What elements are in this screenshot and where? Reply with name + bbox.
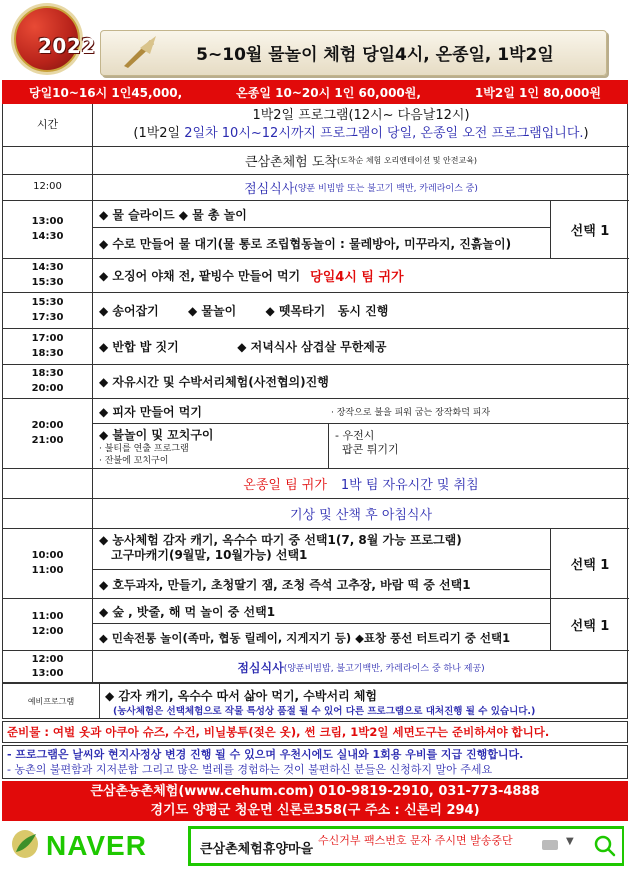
table-row: 18:30 20:00 ◆ 자유시간 및 수박서리체험(사전협의)진행 [3, 364, 629, 398]
activity-free-time: ◆ 자유시간 및 수박서리체험(사전협의)진행 [99, 375, 329, 389]
lunch-text: 점심식사 [244, 182, 295, 197]
choice-badge: 선택 1 [550, 529, 629, 598]
activity-pizza: ◆ 피자 만들어 먹기 [99, 404, 202, 419]
keyboard-icon[interactable] [542, 840, 558, 850]
table-row: 20:00 21:00 ◆ 피자 만들어 먹기 · 장작으로 불을 피워 굽는 장작화덕 피자 ◆ 불놀이 및 꼬치구이 · 불티를 연출 프로그램 · 잔불에 꼬치구이 - 우전시 팝콘 튀기기 [3, 398, 629, 468]
activity-cooking: ◆ 호두과자, 만들기, 초청딸기 잼, 조청 즉석 고추장, 바람 떡 중 선택1 [93, 569, 551, 599]
prep-note: 준비물 : 여벌 옷과 아쿠아 슈즈, 수건, 비닐봉투(젖은 옷), 썬 크림, 1박2일 세면도구는 준비하셔야 합니다. [2, 721, 628, 743]
table-row: 11:00 12:00 ◆ 숲 , 밧줄, 해 먹 놀이 중 선택1 ◆ 민속전통 놀이(족마, 협동 릴레이, 지게지기 등) ◆표창 풍선 터트리기 중 선택1 선택 1 [3, 598, 629, 650]
day-team-leave: 당일4시 팀 귀가 [310, 270, 404, 285]
activity-folk-games: ◆ 민속전통 놀이(족마, 협동 릴레이, 지게지기 등) ◆표창 풍선 터트리기 중 선택1 [93, 623, 551, 651]
table-row: 13:00 14:30 ◆ 물 슬라이드 ◆ 물 총 놀이 ◆ 수로 만들어 물 대기(물 통로 조립협동놀이 : 물레방아, 미꾸라지, 진흙놀이) 선택 1 [3, 200, 629, 258]
table-row: 17:00 18:30 ◆ 반합 밥 짓기 ◆ 저녁식사 삼겹살 무한제공 [3, 328, 629, 364]
reserve-line2: (농사체험은 선택체험으로 작물 특성상 품절 될 수 있어 다른 프로그램으로 대처진행 될 수 있습니다.) [113, 706, 536, 717]
lunch-note: (양푼 비빔밥 또는 불고기 백반, 카레라이스 중) [294, 184, 478, 194]
chevron-down-icon[interactable]: ▼ [566, 836, 574, 847]
rain-note: - 우전시 [335, 429, 375, 442]
price-day: 당일10~16시 1인45,000, [28, 85, 183, 100]
price-overnight: 1박2일 1인 80,000원 [474, 85, 601, 100]
lunch-row [3, 174, 629, 200]
table-row: 12:00 13:00 점심식사 (양푼비빔밥, 불고기백반, 카레라이스 중 하나 제공) [3, 650, 629, 683]
table-row [3, 468, 629, 498]
overnight-free-time: 1박 팀 자유시간 및 취침 [340, 478, 479, 493]
search-icon[interactable] [588, 829, 622, 863]
arrival-note: (도착순 체험 오리엔테이션 및 안전교육) [336, 156, 478, 165]
weather-warning: - 프로그램은 날씨와 현지사정상 변경 진행 될 수 있으며 우천시에도 실내와 1회용 우비를 지급 진행합니다. [7, 748, 524, 761]
pizza-note: · 장작으로 불을 피워 굽는 장작화덕 피자 [331, 407, 491, 418]
activity-campfire: ◆ 불놀이 및 꼬치구이 [99, 428, 214, 442]
program-header [93, 104, 629, 146]
activity-dinner: ◆ 반합 밥 짓기 ◆ 저녁식사 삼겹살 무한제공 [99, 340, 387, 354]
reserve-line1: ◆ 감자 캐기, 옥수수 따서 삶아 먹기, 수박서리 체험 [105, 689, 378, 703]
arrival-text: 큰삼촌체험 도착 [244, 155, 337, 170]
activity-waterway: ◆ 수로 만들어 물 대기(물 통로 조립협동놀이 : 물레방아, 미꾸라지, 진흙놀이) [93, 227, 551, 259]
year-label: 2022 [38, 34, 96, 58]
search-query[interactable]: 큰삼촌체험휴양마을 [200, 842, 314, 857]
arrival-row [3, 146, 629, 174]
price-bar [2, 80, 628, 104]
allday-team-leave: 온종일 팀 귀가 [243, 478, 327, 493]
table-row: 14:30 15:30 ◆ 오징어 야채 전, 팥빙수 만들어 먹기 당일4시 팀 귀가 [3, 258, 629, 292]
choice-badge: 선택 1 [550, 599, 629, 650]
popcorn-note: 팝콘 튀기기 [335, 443, 399, 456]
breakfast-text: 기상 및 산책 후 아침식사 [289, 508, 433, 523]
price-allday: 온종일 10~20시 1인 60,000원, [236, 85, 421, 100]
page-title: 5~10월 물놀이 체험 당일4시, 온종일, 1박2일 [196, 45, 554, 65]
warnings [2, 745, 628, 779]
table-header-row [3, 104, 629, 146]
reserve-program-row [2, 683, 628, 719]
notes-section [2, 683, 628, 779]
fax-stop-notice: 수신거부 팩스번호 문자 주시면 발송중단 [318, 834, 513, 847]
activity-sweet-potato: 고구마캐기(9월말, 10월가능) 선택1 [111, 548, 308, 562]
schedule-table [2, 104, 628, 683]
discomfort-warning: - 농촌의 불편함과 지저분함 그리고 많은 벌레를 경험하는 것이 불편하신 분들은 신청하지 말아 주세요 [7, 763, 493, 776]
program-header-line2: (1박2일 2일차 10시~12시까지 프로그램이 당일, 온종일 오전 프로그램입니다.) [133, 126, 589, 141]
table-row: 15:30 17:30 ◆ 송어잡기 ◆ 물놀이 ◆ 뗏목타기 동시 진행 [3, 292, 629, 328]
program-header-line1: 1박2일 프로그램(12시~ 다음날12시) [252, 108, 470, 123]
activity-water-slide: ◆ 물 슬라이드 ◆ 물 총 놀이 [99, 207, 247, 222]
lunch-time: 12:00 [3, 175, 93, 200]
activity-forest: ◆ 숲 , 밧줄, 해 먹 놀이 중 선택1 [99, 604, 276, 619]
address-line: 경기도 양평군 청운면 신론로358(구 주소 : 신론리 294) [150, 803, 480, 818]
table-row [3, 498, 629, 528]
activity-pancake: ◆ 오징어 야채 전, 팥빙수 만들어 먹기 [99, 269, 301, 283]
lunch2-note: (양푼비빔밥, 불고기백반, 카레라이스 중 하나 제공) [283, 663, 485, 674]
table-row: 10:00 11:00 ◆ 농사체험 감자 캐기, 옥수수 따기 중 선택1(7, 8월 가능 프로그램) 고구마캐기(9월말, 10월가능) 선택1 ◆ 호두과자, 만들기, 초청딸기 잼, 조청 즉석 고추장, 바람 떡 중 선택1 선택 1 [3, 528, 629, 598]
naver-logo: NAVER [46, 830, 147, 861]
contact-bar [2, 781, 628, 821]
activity-farming: ◆ 농사체험 감자 캐기, 옥수수 따기 중 선택1(7, 8월 가능 프로그램) [99, 533, 462, 547]
reserve-label: 예비프로그램 [3, 684, 100, 718]
choice-badge: 선택 1 [550, 201, 629, 258]
lunch2-text: 점심식사 [237, 660, 284, 675]
contact-line: 큰삼촌농촌체험(www.cehum.com) 010-9819-2910, 031-773-4888 [90, 784, 540, 799]
activity-trout: ◆ 송어잡기 ◆ 물놀이 ◆ 뗏목타기 동시 진행 [99, 304, 389, 318]
time-header: 시간 [3, 104, 93, 146]
leaf-icon [10, 828, 40, 860]
